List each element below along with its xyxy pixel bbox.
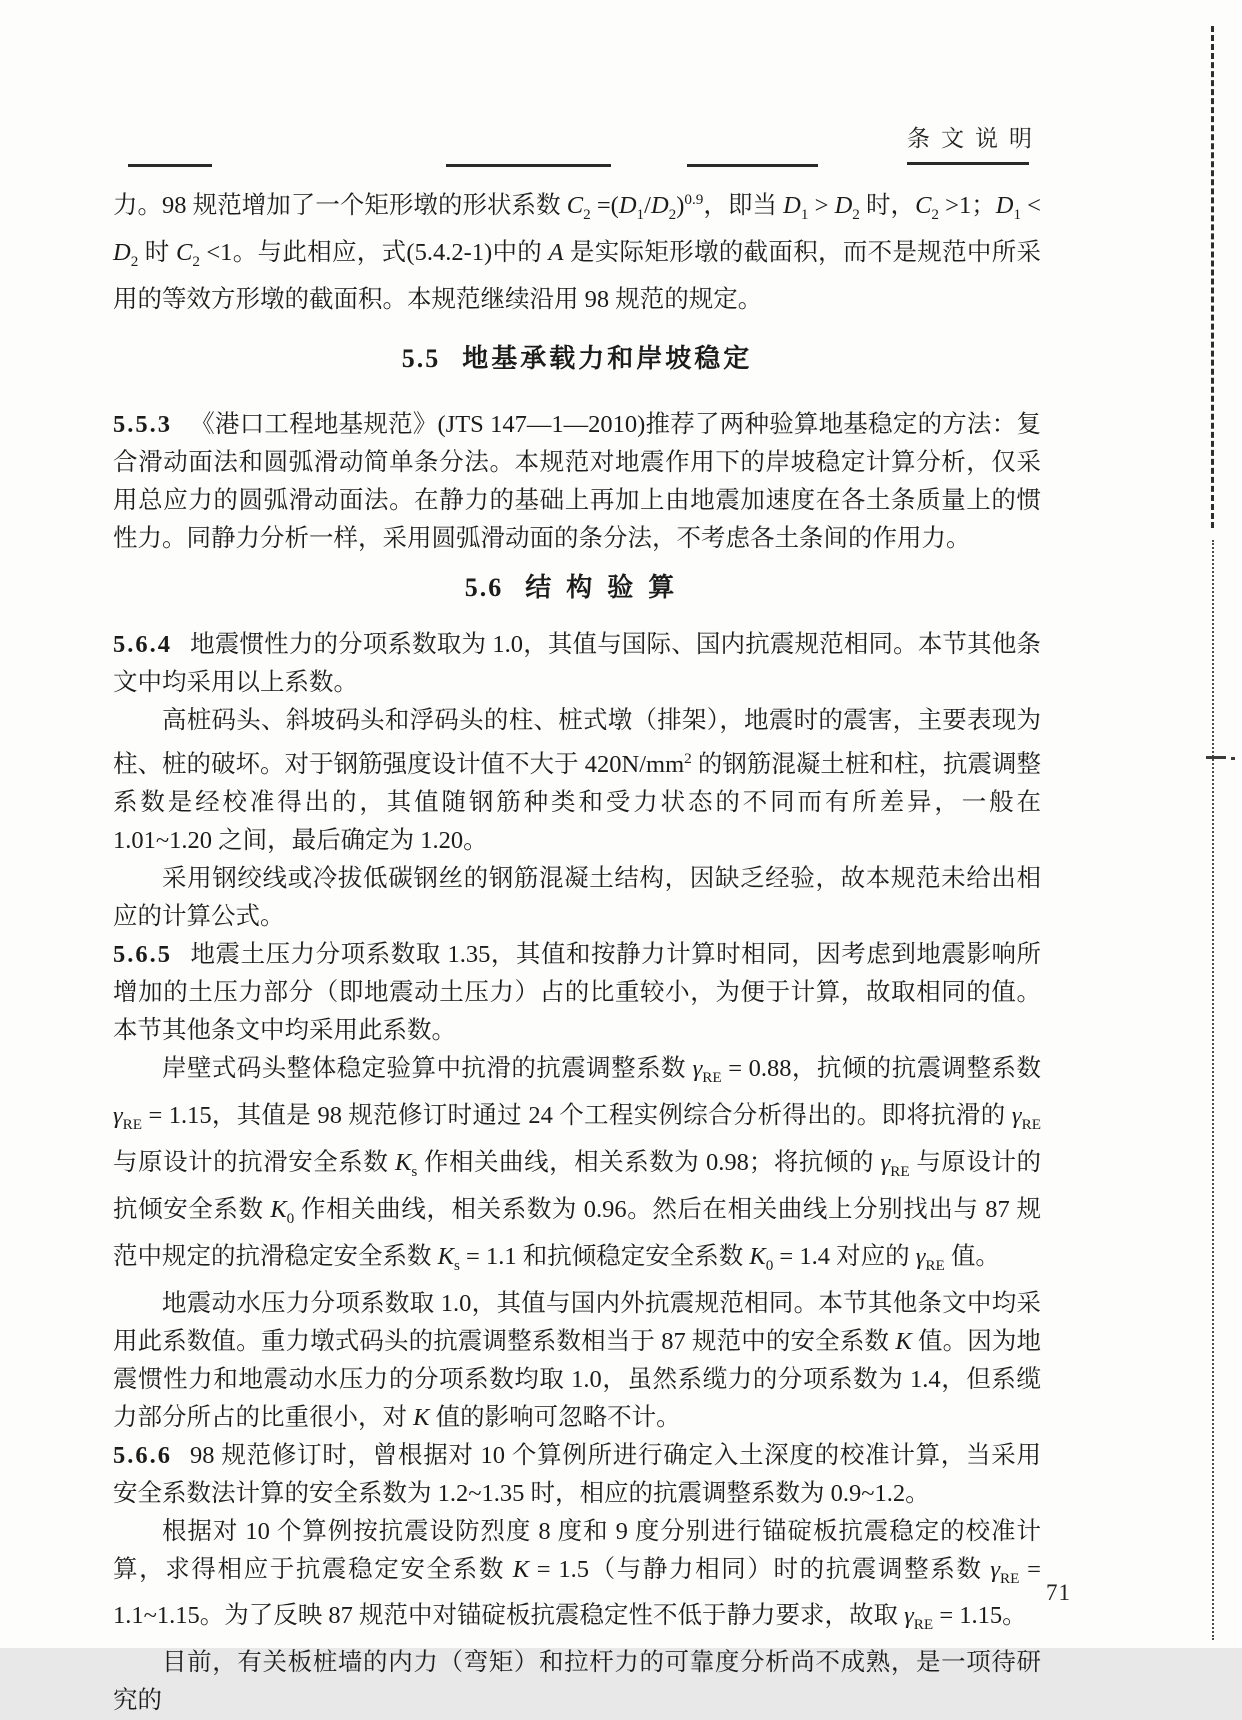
clause-text: 地震土压力分项系数取 1.35，其值和按静力计算时相同，因考虑到地震影响所增加的土压力部分（即地震动土压力）占的比重较小，为便于计算，故取相同的值。本节其他条文中均采用此系数。 [113, 941, 1041, 1045]
section-heading-5-6 [113, 568, 1041, 608]
section-heading-5-5 [113, 339, 1041, 379]
clause-text: 《港口工程地基规范》(JTS 147—1—2010)推荐了两种验算地基稳定的方法：复合滑动面法和圆弧滑动简单条分法。本规范对地震作用下的岸坡稳定计算分析，仅采用总应力的圆弧滑动面法。在静力的基础上再加上由地震加速度在各土条质量上的惯性力。同静力分析一样，采用圆弧滑动面的条分法，不考虑各土条间的作用力。 [113, 410, 1041, 552]
clause-number: 5.6.6 [113, 1441, 172, 1469]
clause-text: 地震惯性力的分项系数取为 1.0，其值与国际、国内抗震规范相同。本节其他条文中均采用以上系数。 [113, 630, 1041, 696]
header-title: 条文说明 [907, 126, 1043, 151]
clause-5-6-4-paragraph-2: 高桩码头、斜坡码头和浮码头的柱、桩式墩（排架），地震时的震害，主要表现为柱、桩的破坏。对于钢筋强度设计值不大于 $420N/mm^2$ 的钢筋混凝土桩和柱，抗震调整系数是经校准得出的，其值随钢筋种类和受力状态的不同而有所差异，一般在 1.01~1.20 之间，最后确定为 1.20。 [113, 706, 1041, 855]
clause-5-6-6 [113, 1437, 1041, 1513]
clause-5-6-6-paragraph-2: 根据对 10 个算例按抗震设防烈度 8 度和 9 度分别进行锚碇板抗震稳定的校准计算，求得相应于抗震稳定安全系数 K = 1.5（与静力相同）时的抗震调整系数 $\gamma_{RE}$ = 1.1~1.15。为了反映 87 规范中对锚碇板抗震稳定性不低于静力要求，故取 $\gamma_{RE} = 1.15$。 [113, 1517, 1041, 1634]
clause-5-6-5-paragraph-3: 地震动水压力分项系数取 1.0，其值与国内外抗震规范相同。本节其他条文中均采用此系数值。重力墩式码头的抗震调整系数相当于 87 规范中的安全系数 K 值。因为地震惯性力和地震动水压力的分项系数均取 1.0，虽然系缆力的分项系数为 1.4，但系缆力部分所占的比重很小，对 K 值的影响可忽略不计。 [113, 1289, 1042, 1431]
section-number: 5.5 [401, 343, 441, 373]
page-number: 71 [1046, 1580, 1071, 1605]
clause-number: 5.5.3 [113, 410, 172, 438]
section-title: 结构验算 [525, 572, 690, 602]
header-rule-segment [446, 164, 611, 167]
clause-5-6-5-paragraph-2: 岸壁式码头整体稳定验算中抗滑的抗震调整系数 $\gamma_{RE} = 0.88$，抗倾的抗震调整系数 $\gamma_{RE} = 1.15$，其值是 98 规范修订时通过 24 个工程实例综合分析得出的。即将抗滑的 $\gamma_{RE}$ 与原设计的抗滑安全系数 $K_s$ 作相关曲线，相关系数为 0.98；将抗倾的 $\gamma_{RE}$ 与原设计的抗倾安全系数 $K_0$ 作相关曲线，相关系数为 0.96。然后在相关曲线上分别找出与 87 规范中规定的抗滑稳定安全系数 $K_s = 1.1$ 和抗倾稳定安全系数 $K_0 = 1.4$ 对应的 $\gamma_{RE}$ 值。 [113, 1055, 1042, 1274]
scan-artifact-tick [1206, 756, 1226, 759]
clause-5-6-6-paragraph-3: 目前，有关板桩墙的内力（弯矩）和拉杆力的可靠度分析尚不成熟，是一项待研究的 [113, 1649, 1041, 1715]
clause-5-6-5 [113, 936, 1041, 1050]
page-header [0, 120, 1043, 153]
scan-artifact-tick-dot [1231, 757, 1235, 760]
clause-5-5-3 [113, 406, 1041, 558]
header-title-underline [907, 162, 1029, 165]
section-title: 地基承载力和岸坡稳定 [462, 343, 753, 373]
paragraph-continuation: 力。98 规范增加了一个矩形墩的形状系数 $C_2 =(D_1/D_2)^{0.9}$，即当 $D_1 > D_2$ 时，$C_2 >1$；$D_1 < D_2$ 时 $C_2 <1$。与此相应，式(5.4.2-1)中的 A 是实际矩形墩的截面积，而不是规范中所采用的等效方形墩的截面积。本规范继续沿用 98 规范的规定。 [113, 191, 1042, 313]
clause-number: 5.6.4 [113, 630, 172, 658]
section-number: 5.6 [464, 572, 504, 602]
scan-artifact-vertical-line [1211, 26, 1214, 528]
clause-text: 98 规范修订时，曾根据对 10 个算例所进行确定入土深度的校准计算，当采用安全系数法计算的安全系数为 1.2~1.35 时，相应的抗震调整系数为 0.9~1.2。 [113, 1441, 1041, 1507]
document-body [113, 181, 1041, 1720]
clause-5-6-4-paragraph-3: 采用钢绞线或冷拔低碳钢丝的钢筋混凝土结构，因缺乏经验，故本规范未给出相应的计算公式。 [113, 865, 1041, 931]
header-rule-segment [128, 164, 212, 167]
header-rule-segment [687, 164, 818, 167]
clause-5-6-4 [113, 626, 1041, 702]
clause-number: 5.6.5 [113, 941, 172, 969]
scan-artifact-vertical-line [1212, 540, 1214, 1640]
